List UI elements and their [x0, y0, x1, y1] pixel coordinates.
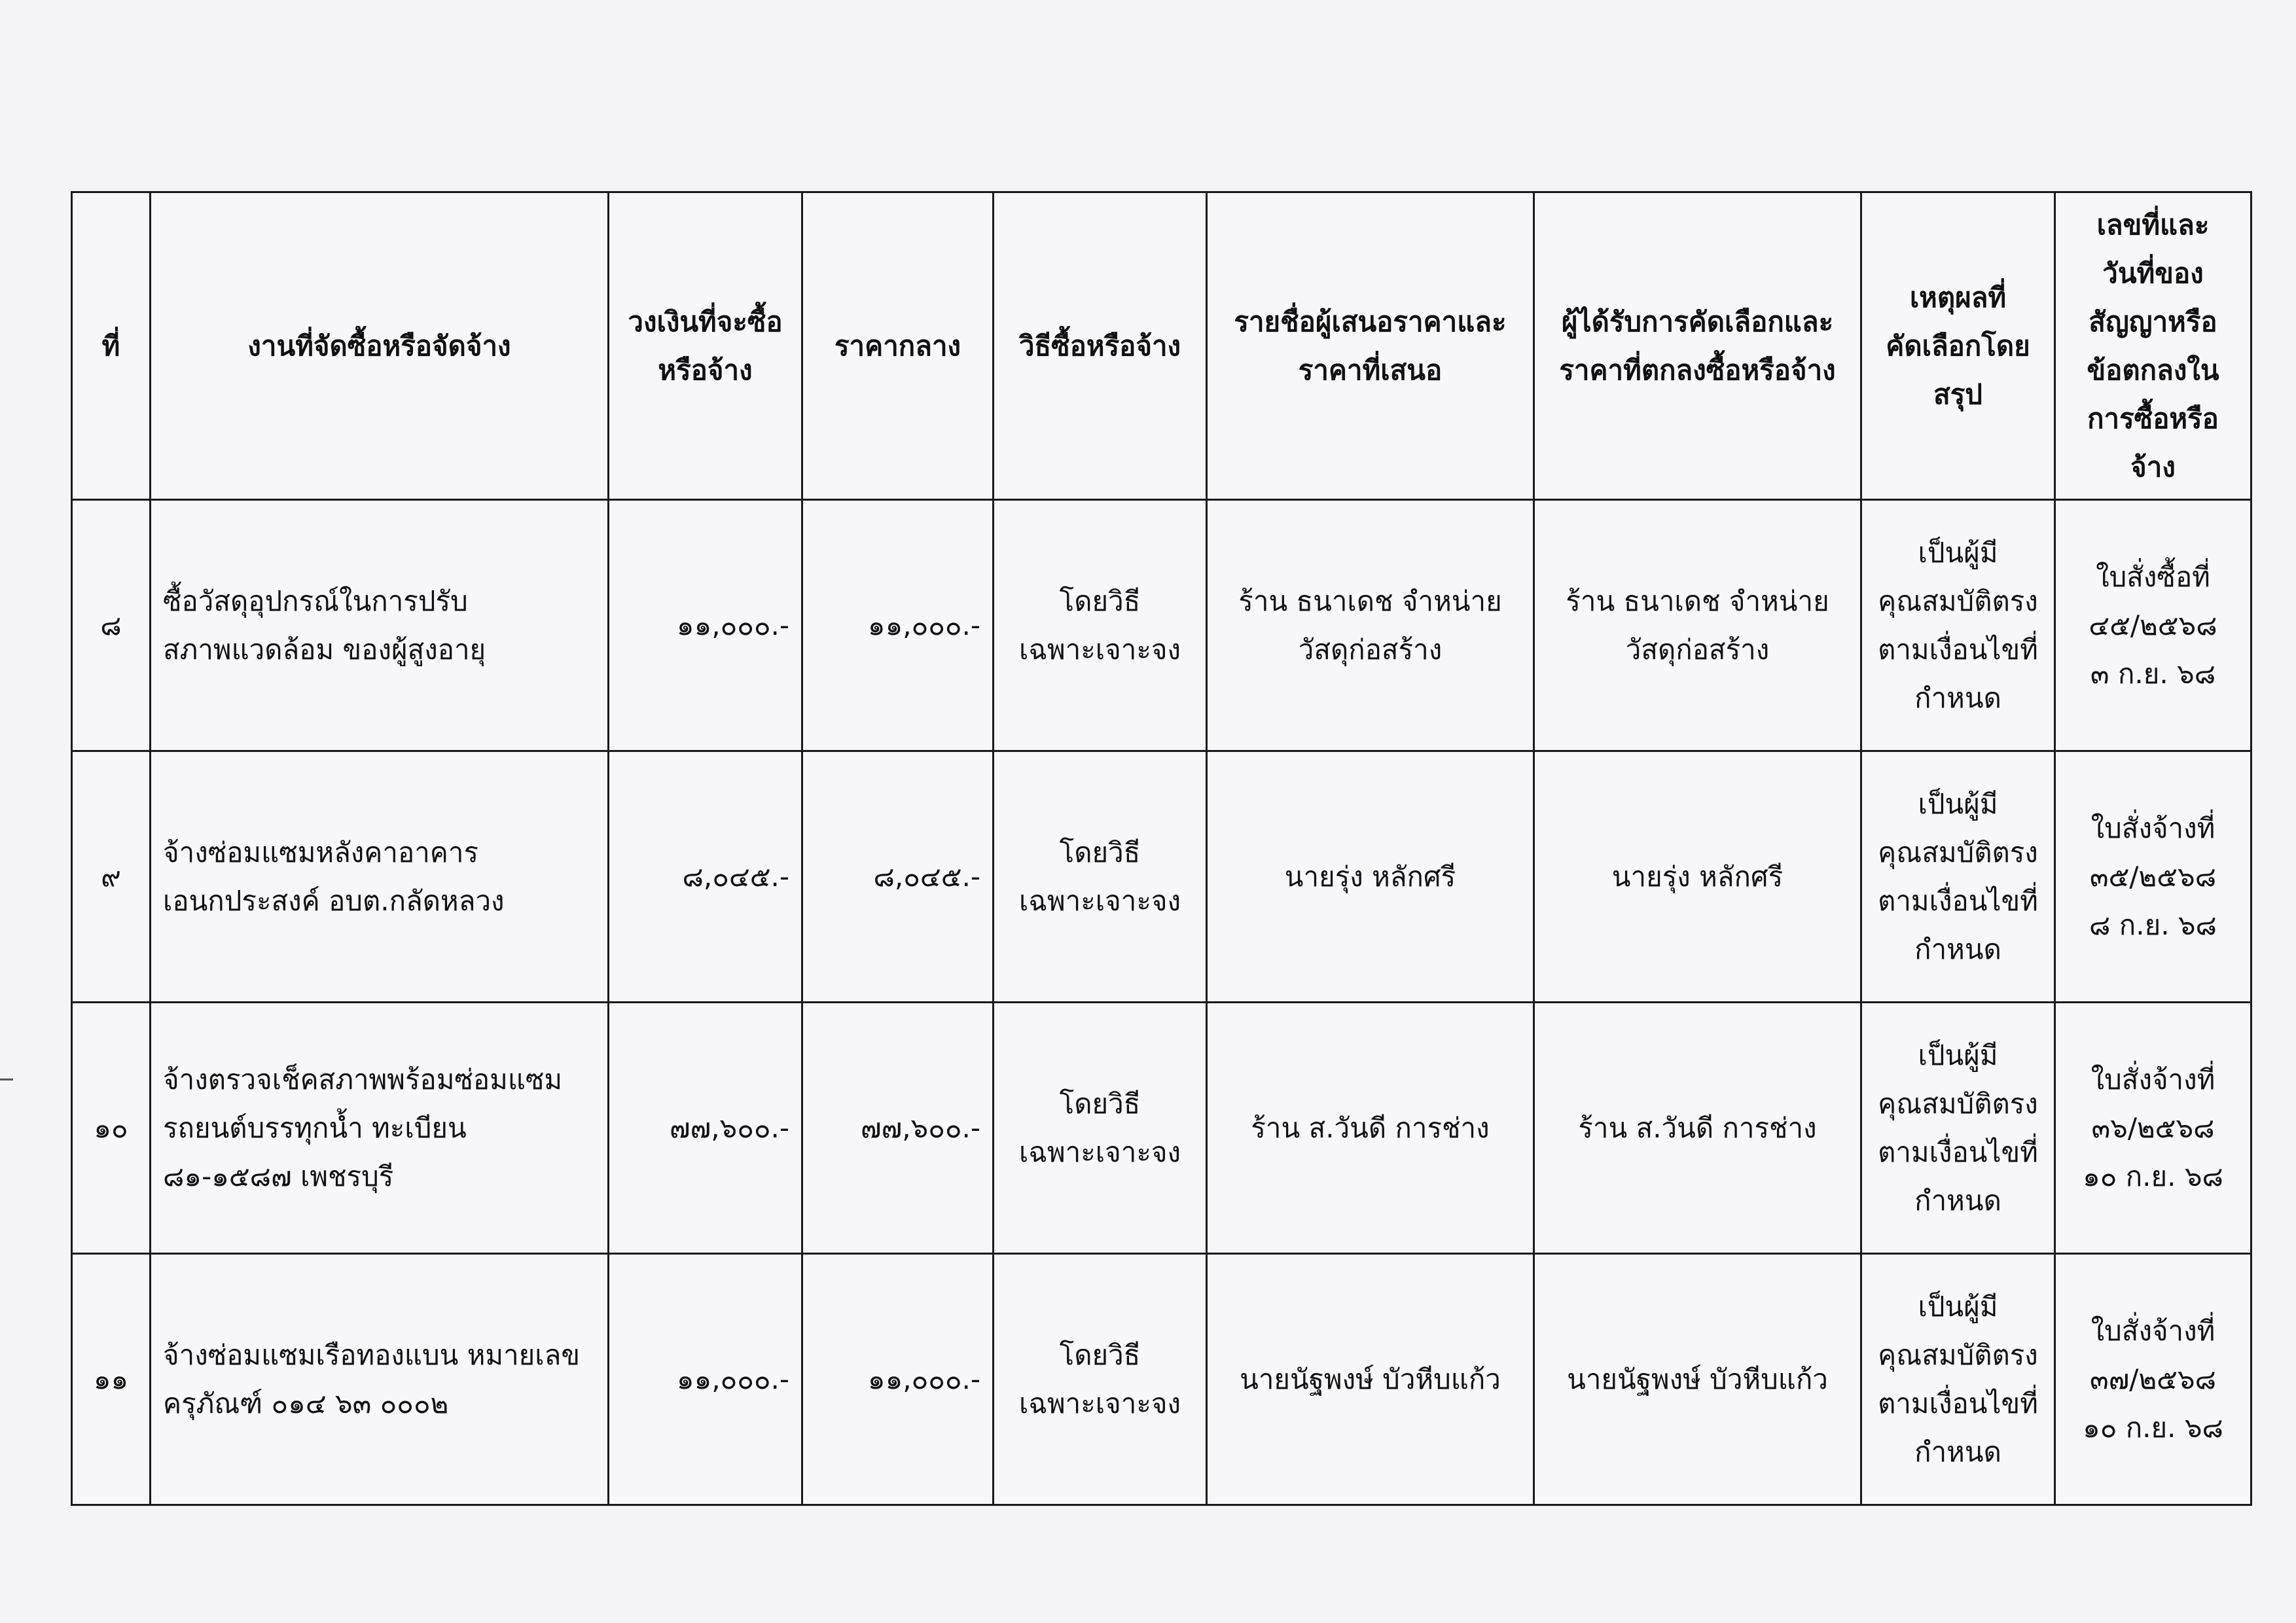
header-cell: เหตุผลที่ คัดเลือกโดย สรุป — [1861, 192, 2055, 500]
header-cell: ผู้ได้รับการคัดเลือกและ ราคาที่ตกลงซื้อหรือจ้าง — [1534, 192, 1861, 500]
header-cell: วงเงินที่จะซื้อ หรือจ้าง — [609, 192, 802, 500]
bidders: ร้าน ส.วันดี การช่าง — [1207, 1003, 1534, 1254]
work-description: จ้างซ่อมแซมหลังคาอาคาร เอนกประสงค์ อบต.กลัดหลวง — [151, 751, 609, 1003]
header-cell: เลขที่และ วันที่ของ สัญญาหรือ ข้อตกลงใน การซื้อหรือ จ้าง — [2055, 192, 2251, 500]
table-row — [72, 751, 2251, 1003]
budget-amount: ๑๑,๐๐๐.- — [609, 1254, 802, 1505]
bidders: ร้าน ธนาเดช จำหน่าย วัสดุก่อสร้าง — [1207, 500, 1534, 751]
median-price: ๗๗,๖๐๐.- — [802, 1003, 994, 1254]
median-price: ๑๑,๐๐๐.- — [802, 500, 994, 751]
procurement-method: โดยวิธี เฉพาะเจาะจง — [994, 1254, 1207, 1505]
selection-reason: เป็นผู้มี คุณสมบัติตรง ตามเงื่อนไขที่ กำหนด — [1861, 1003, 2055, 1254]
procurement-method: โดยวิธี เฉพาะเจาะจง — [994, 1003, 1207, 1254]
median-price: ๘,๐๔๕.- — [802, 751, 994, 1003]
table-row — [72, 1254, 2251, 1505]
bidders: นายรุ่ง หลักศรี — [1207, 751, 1534, 1003]
contract-reference: ใบสั่งซื้อที่ ๔๕/๒๕๖๘ ๓ ก.ย. ๖๘ — [2055, 500, 2251, 751]
budget-amount: ๑๑,๐๐๐.- — [609, 500, 802, 751]
selected-vendor: ร้าน ธนาเดช จำหน่าย วัสดุก่อสร้าง — [1534, 500, 1861, 751]
budget-amount: ๗๗,๖๐๐.- — [609, 1003, 802, 1254]
header-cell: ที่ — [72, 192, 151, 500]
table-row — [72, 500, 2251, 751]
contract-reference: ใบสั่งจ้างที่ ๓๕/๒๕๖๘ ๘ ก.ย. ๖๘ — [2055, 751, 2251, 1003]
contract-reference: ใบสั่งจ้างที่ ๓๗/๒๕๖๘ ๑๐ ก.ย. ๖๘ — [2055, 1254, 2251, 1505]
row-number: ๑๑ — [72, 1254, 151, 1505]
work-description: จ้างตรวจเช็คสภาพพร้อมซ่อมแซม รถยนต์บรรทุกน้ำ ทะเบียน ๘๑-๑๕๘๗ เพชรบุรี — [151, 1003, 609, 1254]
row-number: ๙ — [72, 751, 151, 1003]
selected-vendor: นายรุ่ง หลักศรี — [1534, 751, 1861, 1003]
procurement-method: โดยวิธี เฉพาะเจาะจง — [994, 500, 1207, 751]
header-cell: วิธีซื้อหรือจ้าง — [994, 192, 1207, 500]
selection-reason: เป็นผู้มี คุณสมบัติตรง ตามเงื่อนไขที่ กำหนด — [1861, 500, 2055, 751]
procurement-table — [71, 191, 2252, 1506]
work-description: จ้างซ่อมแซมเรือทองแบน หมายเลข ครุภัณฑ์ ๐๑๔ ๖๓ ๐๐๐๒ — [151, 1254, 609, 1505]
header-cell: งานที่จัดซื้อหรือจัดจ้าง — [151, 192, 609, 500]
scan-edge-mark — [0, 1079, 13, 1080]
table-header-row — [72, 192, 2251, 500]
selection-reason: เป็นผู้มี คุณสมบัติตรง ตามเงื่อนไขที่ กำหนด — [1861, 1254, 2055, 1505]
header-cell: รายชื่อผู้เสนอราคาและ ราคาที่เสนอ — [1207, 192, 1534, 500]
work-description: ซื้อวัสดุอุปกรณ์ในการปรับ สภาพแวดล้อม ของผู้สูงอายุ — [151, 500, 609, 751]
median-price: ๑๑,๐๐๐.- — [802, 1254, 994, 1505]
row-number: ๑๐ — [72, 1003, 151, 1254]
bidders: นายนัฐพงษ์ บัวหีบแก้ว — [1207, 1254, 1534, 1505]
selected-vendor: ร้าน ส.วันดี การช่าง — [1534, 1003, 1861, 1254]
budget-amount: ๘,๐๔๕.- — [609, 751, 802, 1003]
procurement-method: โดยวิธี เฉพาะเจาะจง — [994, 751, 1207, 1003]
table-row — [72, 1003, 2251, 1254]
row-number: ๘ — [72, 500, 151, 751]
selection-reason: เป็นผู้มี คุณสมบัติตรง ตามเงื่อนไขที่ กำหนด — [1861, 751, 2055, 1003]
header-cell: ราคากลาง — [802, 192, 994, 500]
contract-reference: ใบสั่งจ้างที่ ๓๖/๒๕๖๘ ๑๐ ก.ย. ๖๘ — [2055, 1003, 2251, 1254]
selected-vendor: นายนัฐพงษ์ บัวหีบแก้ว — [1534, 1254, 1861, 1505]
